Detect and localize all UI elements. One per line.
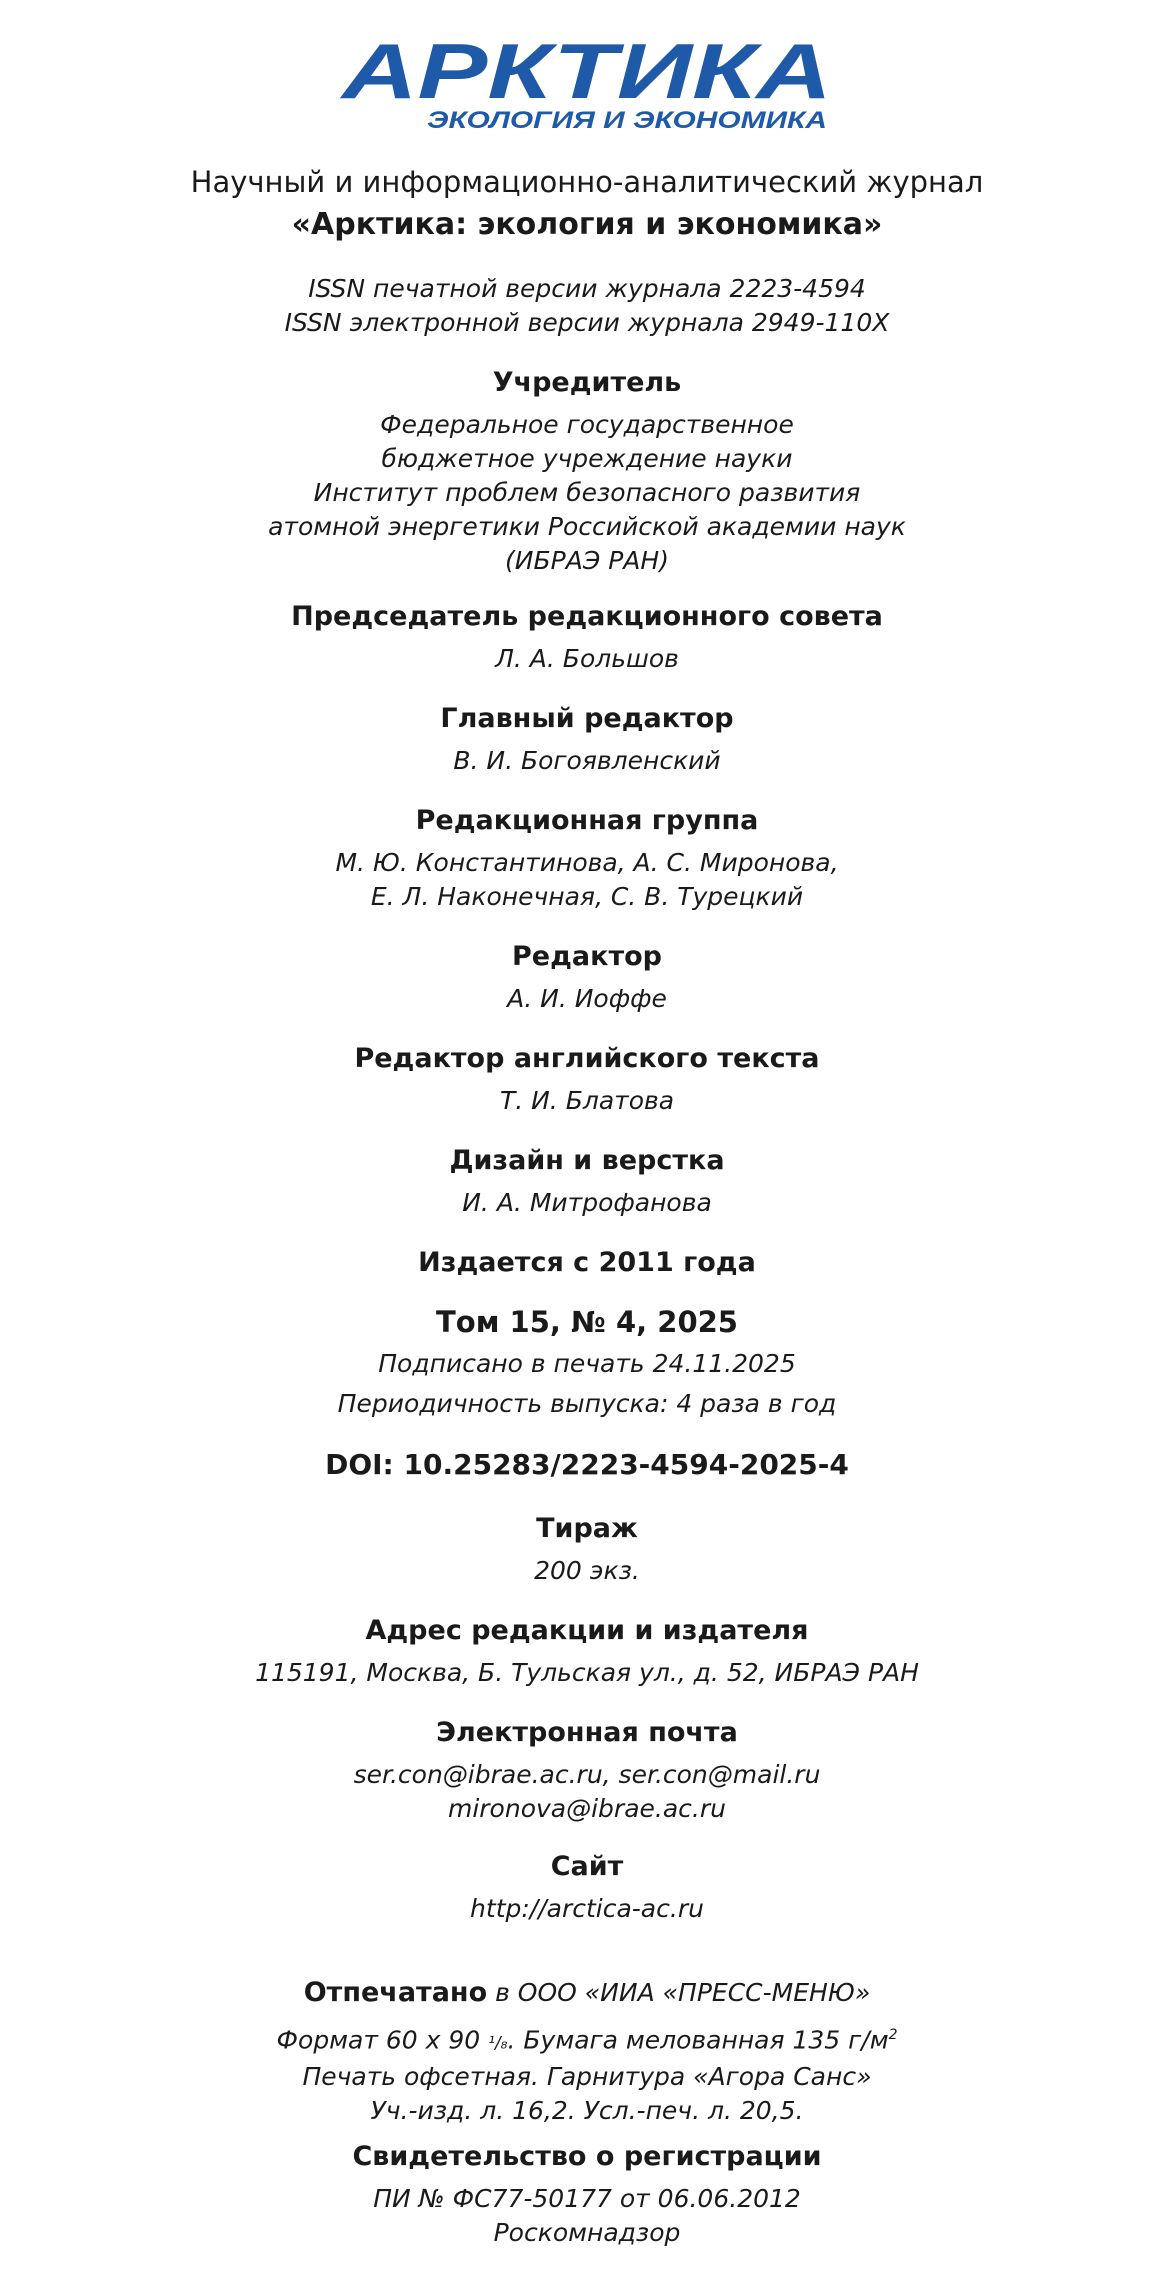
editorial-group-section (0, 804, 1174, 914)
issn-block (0, 272, 1174, 340)
registration-authority: Роскомнадзор (493, 2218, 681, 2247)
printing-format (0, 2018, 1174, 2060)
founder-heading: Учредитель (492, 367, 682, 398)
printing-format-b: . Бумага мелованная 135 г/м (507, 2025, 889, 2055)
address-section (0, 1614, 1174, 1690)
design-name: И. А. Митрофанова (462, 1188, 712, 1217)
circulation-section (0, 1512, 1174, 1588)
issue-frequency: Периодичность выпуска: 4 раза в год (337, 1389, 837, 1418)
journal-heading (0, 165, 1174, 242)
registration-number: ПИ № ФС77-50177 от 06.06.2012 (373, 2184, 801, 2213)
editorial-group-line: Е. Л. Наконечная, С. В. Турецкий (370, 882, 804, 911)
english-editor-name: Т. И. Блатова (499, 1086, 675, 1115)
design-section (0, 1144, 1174, 1220)
english-editor-section (0, 1042, 1174, 1118)
email-line: mironova@ibrae.ac.ru (447, 1794, 726, 1823)
printing-line3: Уч.-изд. л. 16,2. Усл.-печ. л. 20,5. (370, 2096, 804, 2126)
board-chair-name: Л. А. Большов (495, 644, 679, 673)
printing-format-fraction: ¹/₈ (488, 2033, 508, 2054)
doi-section (0, 1448, 1174, 1481)
printing-section (0, 1976, 1174, 2128)
founder-line: Институт проблем безопасного развития (313, 478, 861, 507)
design-heading: Дизайн и верстка (449, 1145, 725, 1176)
issn-print: ISSN печатной версии журнала 2223-4594 (308, 274, 866, 303)
chief-editor-name: В. И. Богоявленский (453, 746, 721, 775)
site-heading: Сайт (550, 1851, 624, 1882)
editor-section (0, 940, 1174, 1016)
circulation-heading: Тираж (536, 1513, 638, 1544)
issn-online: ISSN электронной версии журнала 2949-110Х (284, 308, 890, 337)
printing-format-a: Формат 60 х 90 (276, 2025, 489, 2055)
address-heading: Адрес редакции и издателя (365, 1615, 809, 1646)
chief-editor-section (0, 702, 1174, 778)
editorial-group-line: М. Ю. Константинова, А. С. Миронова, (335, 848, 839, 877)
journal-logo (0, 28, 1174, 138)
site-section (0, 1850, 1174, 1926)
editor-name: А. И. Иоффе (507, 984, 667, 1013)
doi-text: DOI: 10.25283/2223-4594-2025-4 (325, 1448, 849, 1481)
founder-line: (ИБРАЭ РАН) (505, 546, 669, 575)
site-url: http://arctica-ac.ru (470, 1894, 704, 1923)
board-chair-section (0, 600, 1174, 676)
board-chair-heading: Председатель редакционного совета (291, 601, 883, 632)
issue-signed: Подписано в печать 24.11.2025 (378, 1349, 796, 1378)
journal-name: «Арктика: экология и экономика» (291, 207, 883, 242)
email-section (0, 1716, 1174, 1826)
founder-line: атомной энергетики Российской академии наук (268, 512, 906, 541)
printing-format-sup: 2 (888, 2027, 898, 2043)
printing-label: Отпечатано (303, 1977, 488, 2008)
published-since (0, 1246, 1174, 1288)
logo-graphic (327, 28, 847, 136)
chief-editor-heading: Главный редактор (440, 703, 734, 734)
registration-section (0, 2140, 1174, 2250)
english-editor-heading: Редактор английского текста (354, 1043, 820, 1074)
editor-heading: Редактор (512, 941, 662, 972)
address-value: 115191, Москва, Б. Тульская ул., д. 52, ИБРАЭ РАН (255, 1658, 919, 1687)
printing-printer: в ООО «ИИА «ПРЕСС-МЕНЮ» (487, 1978, 871, 2007)
logo-title: АРКТИКА (339, 28, 832, 115)
founder-line: Федеральное государственное (380, 410, 794, 439)
published-since-text: Издается с 2011 года (418, 1247, 756, 1278)
founder-line: бюджетное учреждение науки (381, 444, 793, 473)
email-heading: Электронная почта (436, 1717, 738, 1748)
journal-type: Научный и информационно-аналитический журнал (190, 165, 984, 199)
editorial-group-heading: Редакционная группа (415, 805, 759, 836)
email-line: ser.con@ibrae.ac.ru, ser.con@mail.ru (353, 1760, 821, 1789)
registration-heading: Свидетельство о регистрации (352, 2141, 822, 2172)
founder-section (0, 366, 1174, 578)
issue-volume: Том 15, № 4, 2025 (436, 1305, 738, 1339)
logo-subtitle: ЭКОЛОГИЯ И ЭКОНОМИКА (427, 107, 827, 134)
printing-line2: Печать офсетная. Гарнитура «Агора Санс» (302, 2062, 872, 2092)
issue-section (0, 1304, 1174, 1424)
circulation-value: 200 экз. (534, 1556, 640, 1585)
